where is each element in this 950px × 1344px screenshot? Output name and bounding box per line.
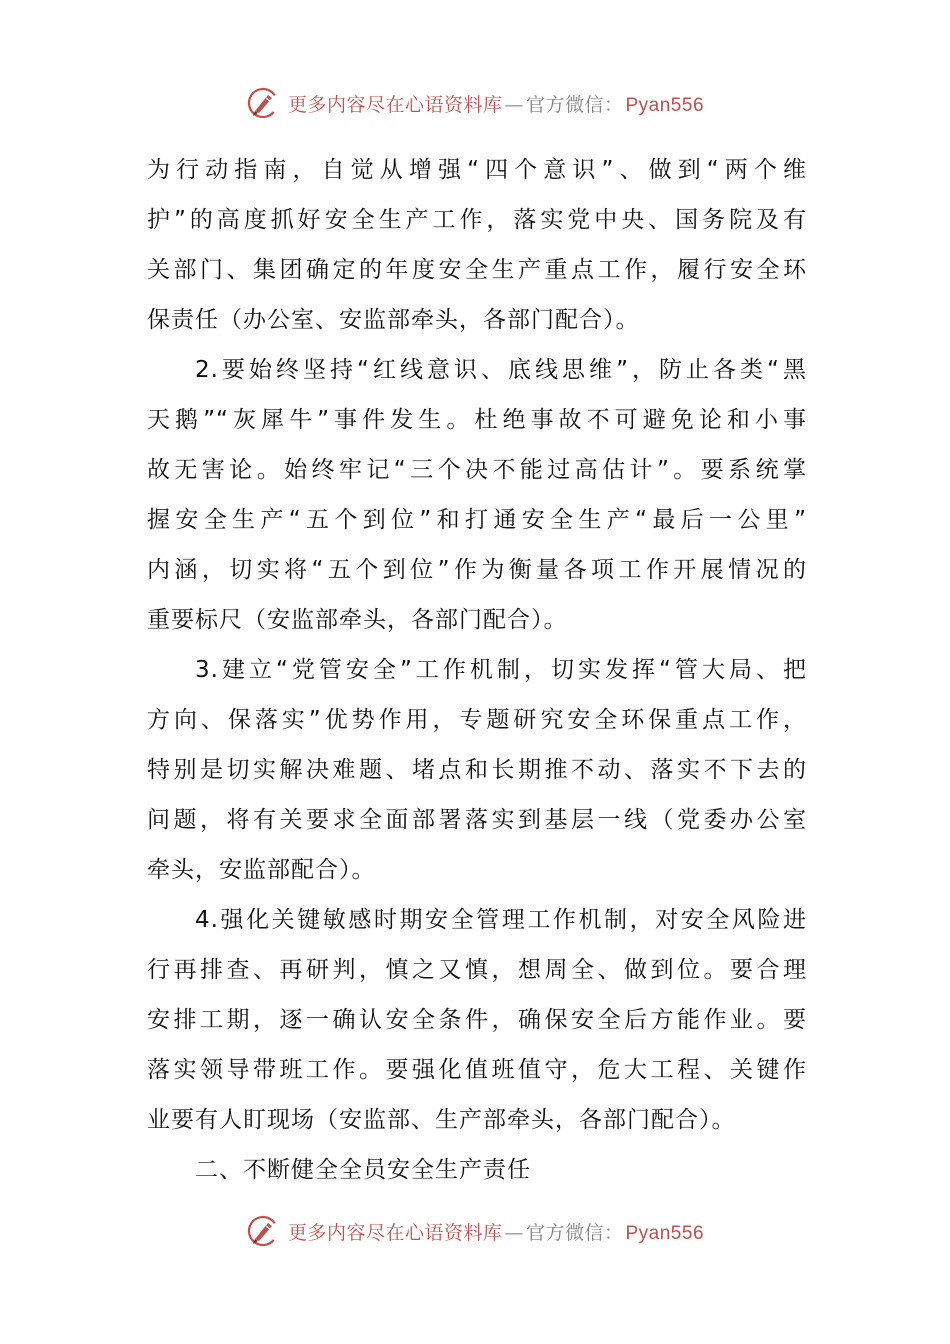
- body-line: 牵头，安监部配合）。: [147, 857, 376, 883]
- paragraph-3-start: 3.建立“党管安全”工作机制，切实发挥“管大局、把: [195, 657, 807, 683]
- watermark-wechat-id: Pyan556: [625, 1222, 705, 1244]
- section-heading: 二、不断健全全员安全生产责任: [195, 1157, 531, 1183]
- body-line: 为行动指南，自觉从增强“四个意识”、做到“两个维: [147, 157, 807, 183]
- pen-logo-icon: [246, 86, 280, 120]
- watermark-wechat-label: 官方微信：: [525, 1221, 624, 1244]
- paragraph-2-start: 2.要始终坚持“红线意识、底线思维”，防止各类“黑: [195, 357, 807, 383]
- watermark-main-text: 更多内容尽在心语资料库: [287, 1221, 503, 1244]
- watermark-wechat-id: Pyan556: [625, 94, 705, 116]
- watermark-main-text: 更多内容尽在心语资料库: [287, 93, 503, 116]
- watermark-separator: —: [504, 1221, 524, 1244]
- watermark-wechat-label: 官方微信：: [525, 93, 624, 116]
- body-line: 落实领导带班工作。要强化值班值守，危大工程、关键作: [147, 1057, 807, 1083]
- body-line: 内涵，切实将“五个到位”作为衡量各项工作开展情况的: [147, 557, 807, 583]
- body-line: 问题，将有关要求全面部署落实到基层一线（党委办公室: [147, 807, 807, 833]
- paragraph-4-start: 4.强化关键敏感时期安全管理工作机制，对安全风险进: [195, 907, 807, 933]
- body-line: 故无害论。始终牢记“三个决不能过高估计”。要系统掌: [147, 457, 807, 483]
- body-line: 护”的高度抓好安全生产工作，落实党中央、国务院及有: [147, 207, 807, 233]
- body-line: 方向、保落实”优势作用，专题研究安全环保重点工作，: [147, 707, 807, 733]
- body-line: 特别是切实解决难题、堵点和长期推不动、落实不下去的: [147, 757, 807, 783]
- footer-watermark: [0, 1211, 950, 1251]
- body-line: 行再排查、再研判，慎之又慎，想周全、做到位。要合理: [147, 957, 807, 983]
- header-watermark: [0, 83, 950, 123]
- body-line: 天鹅”“灰犀牛”事件发生。杜绝事故不可避免论和小事: [147, 407, 807, 433]
- body-line: 业要有人盯现场（安监部、生产部牵头，各部门配合）。: [147, 1107, 736, 1133]
- body-line: 保责任（办公室、安监部牵头，各部门配合）。: [147, 307, 640, 333]
- watermark-text: [288, 90, 704, 117]
- body-line: 握安全生产“五个到位”和打通安全生产“最后一公里”: [147, 507, 807, 533]
- body-line: 关部门、集团确定的年度安全生产重点工作，履行安全环: [147, 257, 807, 283]
- body-line: 安排工期，逐一确认安全条件，确保安全后方能作业。要: [147, 1007, 807, 1033]
- document-body: [147, 145, 807, 1195]
- pen-logo-icon: [246, 1214, 280, 1248]
- body-line: 重要标尺（安监部牵头，各部门配合）。: [147, 607, 568, 633]
- watermark-text: [288, 1218, 704, 1245]
- watermark-separator: —: [504, 93, 524, 116]
